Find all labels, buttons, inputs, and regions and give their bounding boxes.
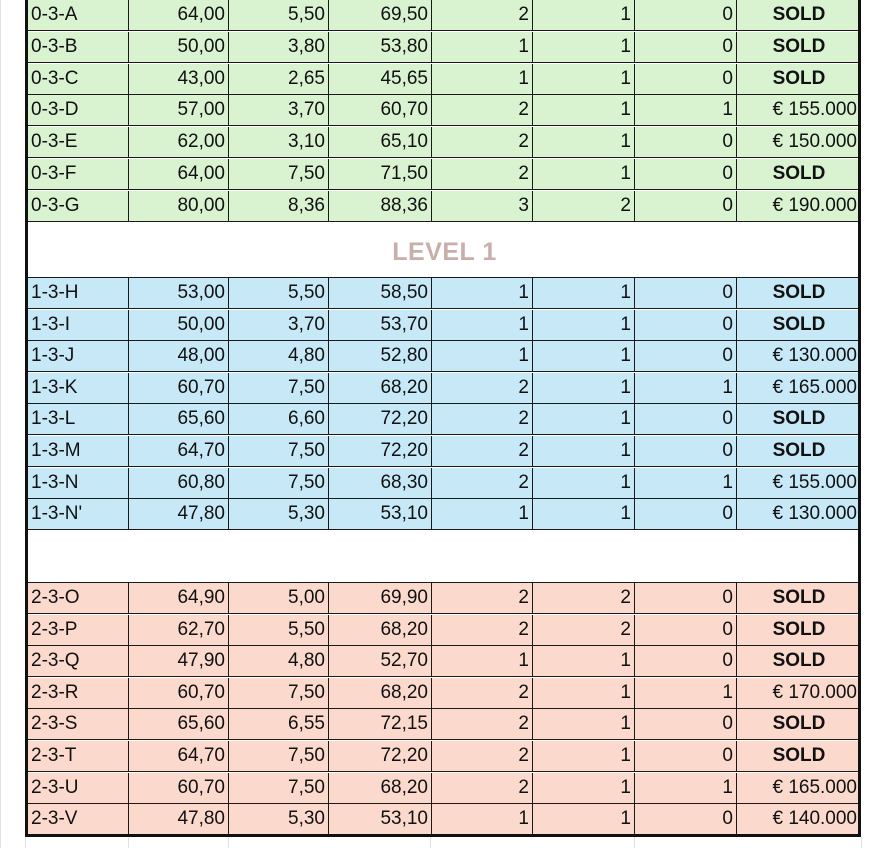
total-cell[interactable]: 68,20 — [329, 373, 432, 403]
parking-cell[interactable]: 0 — [635, 278, 737, 308]
parking-cell[interactable]: 0 — [635, 64, 737, 94]
status-cell[interactable]: SOLD — [772, 282, 826, 303]
bath-cell[interactable]: 1 — [533, 646, 635, 676]
terrace-cell[interactable]: 4,80 — [229, 646, 329, 676]
rooms-cell[interactable]: 1 — [432, 341, 533, 371]
rooms-cell[interactable]: 2 — [432, 615, 533, 645]
parking-cell[interactable]: 0 — [635, 0, 737, 30]
status-cell[interactable]: SOLD — [772, 4, 826, 25]
status-cell[interactable]: SOLD — [772, 618, 826, 640]
unit-cell[interactable]: 1-3-M — [28, 436, 129, 466]
status-cell[interactable]: € 130.000 — [772, 345, 857, 367]
terrace-cell[interactable]: 7,50 — [229, 373, 329, 403]
area-cell[interactable]: 62,00 — [129, 127, 229, 157]
parking-cell[interactable]: 1 — [635, 373, 737, 403]
bath-cell[interactable]: 1 — [533, 404, 635, 434]
status-cell[interactable]: € 170.000 — [772, 681, 857, 703]
total-cell[interactable]: 68,30 — [329, 468, 432, 498]
total-cell[interactable]: 72,20 — [329, 741, 432, 771]
total-cell[interactable]: 68,20 — [329, 615, 432, 645]
parking-cell[interactable]: 1 — [635, 468, 737, 498]
bath-cell[interactable]: 1 — [533, 95, 635, 125]
area-cell[interactable]: 64,00 — [129, 159, 229, 189]
bath-cell[interactable]: 1 — [533, 310, 635, 340]
terrace-cell[interactable]: 5,50 — [229, 278, 329, 308]
parking-cell[interactable]: 1 — [635, 678, 737, 708]
terrace-cell[interactable]: 7,50 — [229, 741, 329, 771]
terrace-cell[interactable]: 7,50 — [229, 468, 329, 498]
status-cell[interactable]: SOLD — [772, 650, 826, 672]
status-cell[interactable]: SOLD — [772, 67, 826, 89]
area-cell[interactable]: 47,80 — [129, 804, 229, 834]
total-cell[interactable]: 53,10 — [329, 499, 432, 529]
gridline — [128, 837, 129, 848]
total-cell[interactable]: 45,65 — [329, 64, 432, 94]
unit-cell[interactable]: 0-3-C — [28, 64, 129, 94]
total-cell[interactable]: 88,36 — [329, 191, 432, 221]
terrace-cell[interactable]: 3,10 — [229, 127, 329, 157]
rooms-cell[interactable]: 1 — [432, 646, 533, 676]
gridline — [0, 0, 1, 848]
total-cell[interactable]: 69,50 — [329, 0, 432, 30]
gridline — [634, 837, 635, 848]
terrace-cell[interactable]: 5,50 — [229, 615, 329, 645]
unit-cell[interactable]: 2-3-V — [28, 804, 129, 834]
unit-cell[interactable]: 1-3-J — [28, 341, 129, 371]
rooms-cell[interactable]: 2 — [432, 95, 533, 125]
parking-cell[interactable]: 0 — [635, 804, 737, 834]
total-cell[interactable]: 60,70 — [329, 95, 432, 125]
rooms-cell[interactable]: 2 — [432, 159, 533, 189]
unit-cell[interactable]: 1-3-L — [28, 404, 129, 434]
table-frame — [25, 0, 861, 837]
area-cell[interactable]: 50,00 — [129, 32, 229, 62]
unit-cell[interactable]: 1-3-I — [28, 310, 129, 340]
rooms-cell[interactable]: 1 — [432, 64, 533, 94]
bath-cell[interactable]: 1 — [533, 64, 635, 94]
total-cell[interactable]: 58,50 — [329, 278, 432, 308]
bath-cell[interactable]: 1 — [533, 499, 635, 529]
total-cell[interactable]: 53,70 — [329, 310, 432, 340]
status-cell[interactable]: SOLD — [772, 713, 826, 735]
unit-cell[interactable]: 1-3-K — [28, 373, 129, 403]
bath-cell[interactable]: 1 — [533, 709, 635, 739]
parking-cell[interactable]: 0 — [635, 32, 737, 62]
rooms-cell[interactable]: 2 — [432, 678, 533, 708]
parking-cell[interactable]: 1 — [635, 773, 737, 803]
terrace-cell[interactable]: 8,36 — [229, 191, 329, 221]
unit-cell[interactable]: 2-3-R — [28, 678, 129, 708]
total-cell[interactable]: 72,20 — [329, 404, 432, 434]
terrace-cell[interactable]: 5,50 — [229, 0, 329, 30]
terrace-cell[interactable]: 3,80 — [229, 32, 329, 62]
unit-cell[interactable]: 2-3-S — [28, 709, 129, 739]
total-cell[interactable]: 72,20 — [329, 436, 432, 466]
area-cell[interactable]: 80,00 — [129, 191, 229, 221]
total-cell[interactable]: 53,80 — [329, 32, 432, 62]
area-cell[interactable]: 57,00 — [129, 95, 229, 125]
gridline — [861, 837, 862, 848]
total-cell[interactable]: 68,20 — [329, 678, 432, 708]
bath-cell[interactable]: 1 — [533, 278, 635, 308]
parking-cell[interactable]: 0 — [635, 499, 737, 529]
total-cell[interactable]: 65,10 — [329, 127, 432, 157]
total-cell[interactable]: 52,70 — [329, 646, 432, 676]
unit-cell[interactable]: 0-3-B — [28, 32, 129, 62]
parking-cell[interactable]: 0 — [635, 310, 737, 340]
parking-cell[interactable]: 0 — [635, 341, 737, 371]
status-cell[interactable]: € 190.000 — [772, 194, 857, 216]
terrace-cell[interactable]: 7,50 — [229, 773, 329, 803]
status-cell[interactable]: SOLD — [772, 163, 826, 184]
rooms-cell[interactable]: 2 — [432, 709, 533, 739]
unit-cell[interactable]: 2-3-T — [28, 741, 129, 771]
area-cell[interactable]: 47,90 — [129, 646, 229, 676]
gridline — [25, 837, 26, 848]
gridline — [430, 837, 431, 848]
rooms-cell[interactable]: 1 — [432, 278, 533, 308]
bath-cell[interactable]: 1 — [533, 741, 635, 771]
status-cell[interactable]: SOLD — [772, 35, 826, 57]
gridline — [228, 837, 229, 848]
bath-cell[interactable]: 1 — [533, 678, 635, 708]
rooms-cell[interactable]: 1 — [432, 32, 533, 62]
bath-cell[interactable]: 1 — [533, 159, 635, 189]
rooms-cell[interactable]: 2 — [432, 773, 533, 803]
parking-cell[interactable]: 0 — [635, 159, 737, 189]
rooms-cell[interactable]: 1 — [432, 499, 533, 529]
unit-cell[interactable]: 1-3-H — [28, 278, 129, 308]
rooms-cell[interactable]: 2 — [432, 468, 533, 498]
unit-cell[interactable]: 2-3-Q — [28, 646, 129, 676]
terrace-cell[interactable]: 3,70 — [229, 95, 329, 125]
area-cell[interactable]: 64,00 — [129, 0, 229, 30]
terrace-cell[interactable]: 6,55 — [229, 709, 329, 739]
unit-cell[interactable]: 1-3-N' — [28, 499, 129, 529]
terrace-cell[interactable]: 7,50 — [229, 159, 329, 189]
status-cell[interactable]: € 165.000 — [772, 376, 857, 398]
bath-cell[interactable]: 2 — [533, 615, 635, 645]
rooms-cell[interactable]: 2 — [432, 373, 533, 403]
bath-cell[interactable]: 1 — [533, 341, 635, 371]
status-cell[interactable]: SOLD — [772, 408, 826, 430]
unit-cell[interactable]: 0-3-G — [28, 191, 129, 221]
terrace-cell[interactable]: 2,65 — [229, 64, 329, 94]
status-cell[interactable]: SOLD — [772, 745, 826, 766]
total-cell[interactable]: 69,90 — [329, 583, 432, 613]
terrace-cell[interactable]: 5,00 — [229, 583, 329, 613]
rooms-cell[interactable]: 1 — [432, 310, 533, 340]
rooms-cell[interactable]: 3 — [432, 191, 533, 221]
parking-cell[interactable]: 0 — [635, 583, 737, 613]
status-cell[interactable]: € 155.000 — [772, 471, 857, 493]
terrace-cell[interactable]: 5,30 — [229, 499, 329, 529]
bath-cell[interactable]: 1 — [533, 773, 635, 803]
rooms-cell[interactable]: 2 — [432, 583, 533, 613]
terrace-cell[interactable]: 5,30 — [229, 804, 329, 834]
bath-cell[interactable]: 2 — [533, 191, 635, 221]
rooms-cell[interactable]: 2 — [432, 741, 533, 771]
bath-cell[interactable]: 1 — [533, 436, 635, 466]
terrace-cell[interactable]: 6,60 — [229, 404, 329, 434]
bath-cell[interactable]: 1 — [533, 127, 635, 157]
level-title: LEVEL 1 — [392, 238, 497, 266]
unit-cell[interactable]: 0-3-F — [28, 159, 129, 189]
parking-cell[interactable]: 0 — [635, 191, 737, 221]
bath-cell[interactable]: 1 — [533, 373, 635, 403]
total-cell[interactable]: 53,10 — [329, 804, 432, 834]
area-cell[interactable]: 60,70 — [129, 773, 229, 803]
area-cell[interactable]: 53,00 — [129, 278, 229, 308]
status-cell[interactable]: € 165.000 — [772, 776, 857, 798]
area-cell[interactable]: 43,00 — [129, 64, 229, 94]
status-cell[interactable]: € 155.000 — [772, 99, 857, 121]
area-cell[interactable]: 62,70 — [129, 615, 229, 645]
terrace-cell[interactable]: 3,70 — [229, 310, 329, 340]
total-cell[interactable]: 71,50 — [329, 159, 432, 189]
bath-cell[interactable]: 1 — [533, 804, 635, 834]
unit-cell[interactable]: 2-3-U — [28, 773, 129, 803]
area-cell[interactable]: 50,00 — [129, 310, 229, 340]
area-cell[interactable]: 64,90 — [129, 583, 229, 613]
parking-cell[interactable]: 0 — [635, 404, 737, 434]
area-cell[interactable]: 65,60 — [129, 404, 229, 434]
unit-cell[interactable]: 2-3-O — [28, 583, 129, 613]
bath-cell[interactable]: 1 — [533, 32, 635, 62]
total-cell[interactable]: 52,80 — [329, 341, 432, 371]
unit-cell[interactable]: 0-3-E — [28, 127, 129, 157]
area-cell[interactable]: 60,70 — [129, 678, 229, 708]
parking-cell[interactable]: 0 — [635, 646, 737, 676]
unit-cell[interactable]: 1-3-N — [28, 468, 129, 498]
rooms-cell[interactable]: 2 — [432, 127, 533, 157]
area-cell[interactable]: 64,70 — [129, 436, 229, 466]
status-cell[interactable]: SOLD — [772, 587, 826, 608]
unit-cell[interactable]: 0-3-D — [28, 95, 129, 125]
area-cell[interactable]: 60,80 — [129, 468, 229, 498]
parking-cell[interactable]: 0 — [635, 127, 737, 157]
parking-cell[interactable]: 0 — [635, 436, 737, 466]
area-cell[interactable]: 48,00 — [129, 341, 229, 371]
total-cell[interactable]: 72,15 — [329, 709, 432, 739]
status-cell[interactable]: € 140.000 — [772, 808, 857, 830]
area-cell[interactable]: 65,60 — [129, 709, 229, 739]
bath-cell[interactable]: 1 — [533, 0, 635, 30]
parking-cell[interactable]: 0 — [635, 615, 737, 645]
status-cell[interactable]: SOLD — [772, 440, 826, 461]
terrace-cell[interactable]: 7,50 — [229, 678, 329, 708]
unit-cell[interactable]: 0-3-A — [28, 0, 129, 30]
bath-cell[interactable]: 1 — [533, 468, 635, 498]
rooms-cell[interactable]: 2 — [432, 436, 533, 466]
unit-cell[interactable]: 2-3-P — [28, 615, 129, 645]
rooms-cell[interactable]: 2 — [432, 0, 533, 30]
area-cell[interactable]: 60,70 — [129, 373, 229, 403]
terrace-cell[interactable]: 7,50 — [229, 436, 329, 466]
bath-cell[interactable]: 2 — [533, 583, 635, 613]
area-cell[interactable]: 47,80 — [129, 499, 229, 529]
terrace-cell[interactable]: 4,80 — [229, 341, 329, 371]
status-cell[interactable]: € 130.000 — [772, 503, 857, 525]
parking-cell[interactable]: 0 — [635, 709, 737, 739]
area-cell[interactable]: 64,70 — [129, 741, 229, 771]
total-cell[interactable]: 68,20 — [329, 773, 432, 803]
status-cell[interactable]: € 150.000 — [772, 131, 857, 153]
status-cell[interactable]: SOLD — [772, 313, 826, 335]
parking-cell[interactable]: 0 — [635, 741, 737, 771]
parking-cell[interactable]: 1 — [635, 95, 737, 125]
rooms-cell[interactable]: 2 — [432, 404, 533, 434]
rooms-cell[interactable]: 1 — [432, 804, 533, 834]
